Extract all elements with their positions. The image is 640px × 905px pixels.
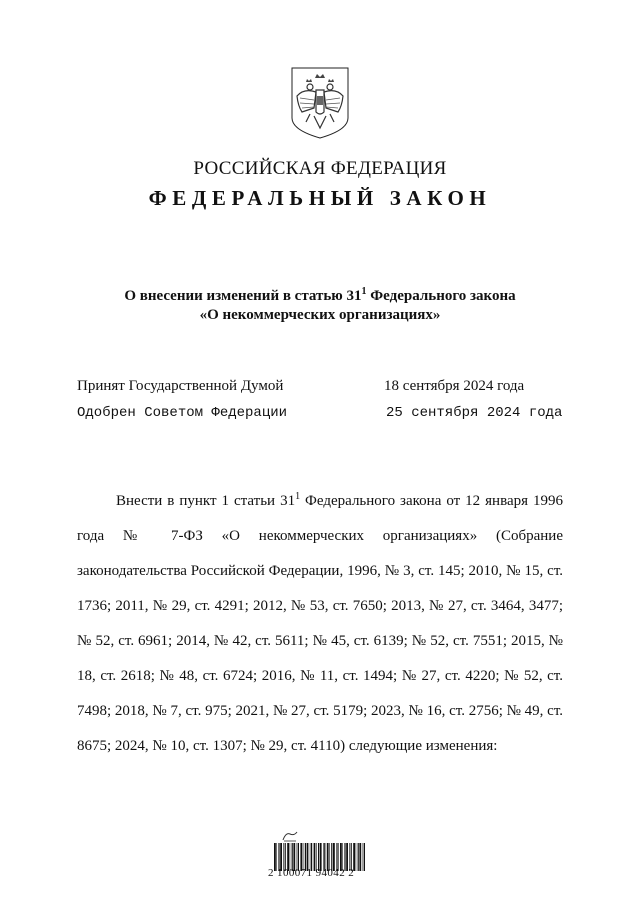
law-title: ФЕДЕРАЛЬНЫЙ ЗАКОН [148, 186, 492, 210]
superscript: 1 [295, 491, 301, 502]
country-name: РОССИЙСКАЯ ФЕДЕРАЦИЯ [193, 158, 447, 179]
subject-line-2: «О некоммерческих организациях» [199, 307, 441, 323]
logo-icon [280, 830, 300, 842]
law-body-paragraph: Внести в пункт 1 статьи $31^1$ Федерального закона от 12 января 1996 года № 7-ФЗ «О некоммерческих организациях» (Собрание законодательства Российской Федерации, 1996, № 3, ст. 145; 2010, № 15, ст. 1736; 2011, № 29, ст. 4291; 2012, № 53, ст. 7650; 2013, № 27, ст. 3464, 3477; № 52, ст. 6961; 2014, № 42, ст. 5611; № 45, ст. 6139; № 52, ст. 7551; 2015, № 18, ст. 2618; № 48, ст. 6724; 2016, № 11, ст. 1494; № 27, ст. 4220; № 52, ст. 7498; 2018, № 7, ст. 975; 2021, № 27, ст. 5179; 2023, № 16, ст. 2756; № 49, ст. 8675; 2024, № 10, ст. 1307; № 29, ст. 4110) следующие изменения: [77, 491, 564, 754]
law-subject [0, 287, 640, 325]
subject-line-1: О внесении изменений в статью $31^1$ Федерального закона [124, 286, 516, 304]
barcode-number: 2 100071 94042 2 [268, 867, 355, 879]
council-approval-date: 25 сентября 2024 года [386, 405, 563, 421]
coat-of-arms-icon [288, 66, 352, 140]
superscript: 1 [361, 286, 367, 297]
council-approval-label: Одобрен Советом Федерации [77, 405, 288, 421]
duma-adoption-date: 18 сентября 2024 года [384, 378, 525, 394]
duma-adoption-label: Принят Государственной Думой [77, 378, 284, 394]
